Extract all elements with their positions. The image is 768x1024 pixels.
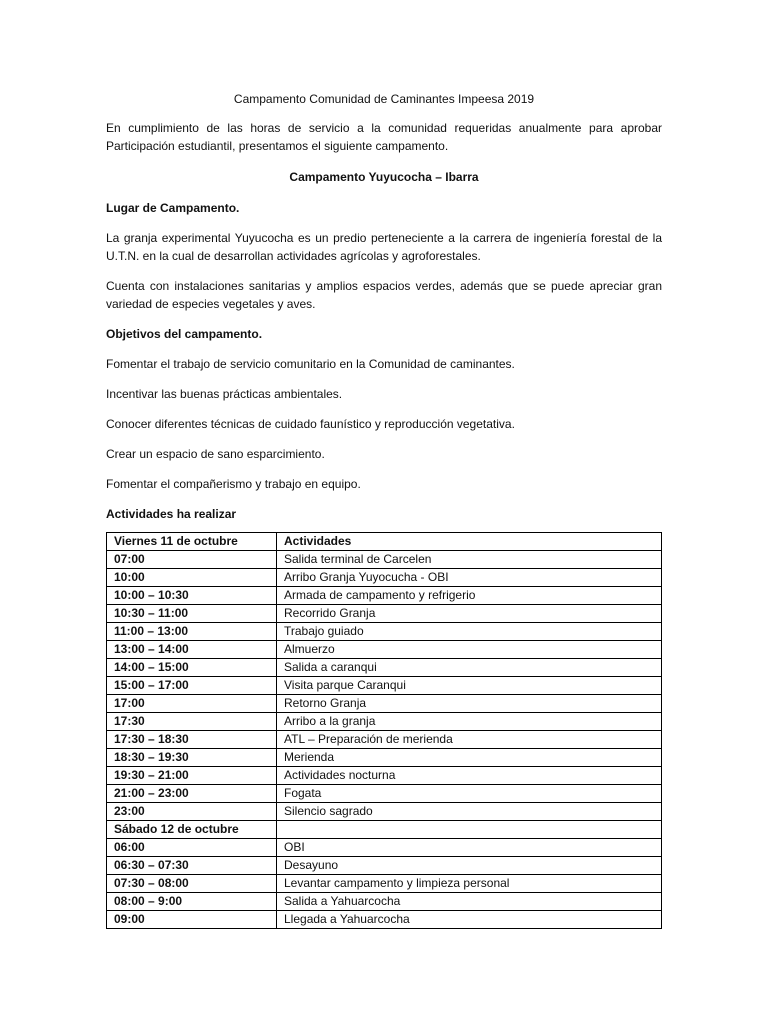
document-content xyxy=(106,90,662,929)
schedule-time-cell: 06:00 xyxy=(107,839,277,857)
table-row xyxy=(107,623,662,641)
table-row xyxy=(107,839,662,857)
table-row xyxy=(107,749,662,767)
lugar-heading: Lugar de Campamento. xyxy=(106,201,240,215)
actividades-heading: Actividades ha realizar xyxy=(106,507,237,521)
schedule-activity-cell: Recorrido Granja xyxy=(277,605,662,623)
schedule-time-cell: 10:30 – 11:00 xyxy=(107,605,277,623)
table-row xyxy=(107,551,662,569)
lugar-paragraph-2: Cuenta con instalaciones sanitarias y amplios espacios verdes, además que se puede apreciar gran variedad de especies vegetales y aves. xyxy=(106,279,662,311)
schedule-time-cell: 21:00 – 23:00 xyxy=(107,785,277,803)
table-row xyxy=(107,767,662,785)
objetivo-item: Incentivar las buenas prácticas ambientales. xyxy=(106,387,343,401)
table-row xyxy=(107,713,662,731)
schedule-time-cell: 10:00 – 10:30 xyxy=(107,587,277,605)
schedule-time-cell: Sábado 12 de octubre xyxy=(107,821,277,839)
schedule-activity-cell: Salida a Yahuarcocha xyxy=(277,893,662,911)
schedule-time-cell: 19:30 – 21:00 xyxy=(107,767,277,785)
table-row xyxy=(107,803,662,821)
schedule-activity-cell: Retorno Granja xyxy=(277,695,662,713)
schedule-activity-cell: Actividades xyxy=(277,533,662,551)
schedule-activity-cell: Salida terminal de Carcelen xyxy=(277,551,662,569)
table-row xyxy=(107,605,662,623)
table-row xyxy=(107,731,662,749)
schedule-time-cell: 08:00 – 9:00 xyxy=(107,893,277,911)
schedule-time-cell: 13:00 – 14:00 xyxy=(107,641,277,659)
schedule-activity-cell: Actividades nocturna xyxy=(277,767,662,785)
schedule-activity-cell: ATL – Preparación de merienda xyxy=(277,731,662,749)
document-title: Campamento Comunidad de Caminantes Impeesa 2019 xyxy=(233,92,535,106)
table-row xyxy=(107,659,662,677)
schedule-table xyxy=(106,532,662,929)
schedule-time-cell: 18:30 – 19:30 xyxy=(107,749,277,767)
objetivo-item: Conocer diferentes técnicas de cuidado faunístico y reproducción vegetativa. xyxy=(106,417,515,431)
objetivo-item: Fomentar el trabajo de servicio comunitario en la Comunidad de caminantes. xyxy=(106,357,515,371)
schedule-time-cell: 14:00 – 15:00 xyxy=(107,659,277,677)
schedule-activity-cell: Levantar campamento y limpieza personal xyxy=(277,875,662,893)
schedule-time-cell: 15:00 – 17:00 xyxy=(107,677,277,695)
objetivos-heading: Objetivos del campamento. xyxy=(106,327,263,341)
schedule-activity-cell: Salida a caranqui xyxy=(277,659,662,677)
schedule-time-cell: 17:30 xyxy=(107,713,277,731)
table-row xyxy=(107,911,662,929)
schedule-activity-cell: Almuerzo xyxy=(277,641,662,659)
schedule-activity-cell: Llegada a Yahuarcocha xyxy=(277,911,662,929)
table-row xyxy=(107,533,662,551)
table-row xyxy=(107,893,662,911)
schedule-time-cell: 09:00 xyxy=(107,911,277,929)
table-row xyxy=(107,785,662,803)
schedule-activity-cell: Fogata xyxy=(277,785,662,803)
table-row xyxy=(107,587,662,605)
schedule-activity-cell: Visita parque Caranqui xyxy=(277,677,662,695)
schedule-activity-cell: Silencio sagrado xyxy=(277,803,662,821)
schedule-time-cell: 10:00 xyxy=(107,569,277,587)
schedule-activity-cell: Desayuno xyxy=(277,857,662,875)
schedule-activity-cell: Trabajo guiado xyxy=(277,623,662,641)
schedule-activity-cell: Arribo a la granja xyxy=(277,713,662,731)
intro-paragraph: En cumplimiento de las horas de servicio a la comunidad requeridas anualmente para aprobar Participación estudiantil, presentamos el siguiente campamento. xyxy=(106,121,662,153)
table-row xyxy=(107,875,662,893)
schedule-time-cell: Viernes 11 de octubre xyxy=(107,533,277,551)
schedule-time-cell: 11:00 – 13:00 xyxy=(107,623,277,641)
schedule-body xyxy=(107,533,662,929)
schedule-time-cell: 23:00 xyxy=(107,803,277,821)
schedule-activity-cell: OBI xyxy=(277,839,662,857)
schedule-time-cell: 06:30 – 07:30 xyxy=(107,857,277,875)
schedule-time-cell: 07:00 xyxy=(107,551,277,569)
schedule-activity-cell: Merienda xyxy=(277,749,662,767)
table-row xyxy=(107,821,662,839)
schedule-activity-cell: Armada de campamento y refrigerio xyxy=(277,587,662,605)
table-row xyxy=(107,677,662,695)
objetivo-item: Crear un espacio de sano esparcimiento. xyxy=(106,447,325,461)
table-row xyxy=(107,695,662,713)
schedule-time-cell: 17:00 xyxy=(107,695,277,713)
schedule-activity-cell: Arribo Granja Yuyocucha - OBI xyxy=(277,569,662,587)
schedule-time-cell: 07:30 – 08:00 xyxy=(107,875,277,893)
table-row xyxy=(107,857,662,875)
objetivo-item: Fomentar el compañerismo y trabajo en equipo. xyxy=(106,477,361,491)
lugar-paragraph-1: La granja experimental Yuyucocha es un predio perteneciente a la carrera de ingeniería forestal de la U.T.N. en la cual de desarrollan actividades agrícolas y agroforestales. xyxy=(106,231,662,263)
table-row xyxy=(107,641,662,659)
schedule-time-cell: 17:30 – 18:30 xyxy=(107,731,277,749)
table-row xyxy=(107,569,662,587)
camp-subtitle: Campamento Yuyucocha – Ibarra xyxy=(289,170,479,184)
schedule-activity-cell xyxy=(277,821,662,839)
